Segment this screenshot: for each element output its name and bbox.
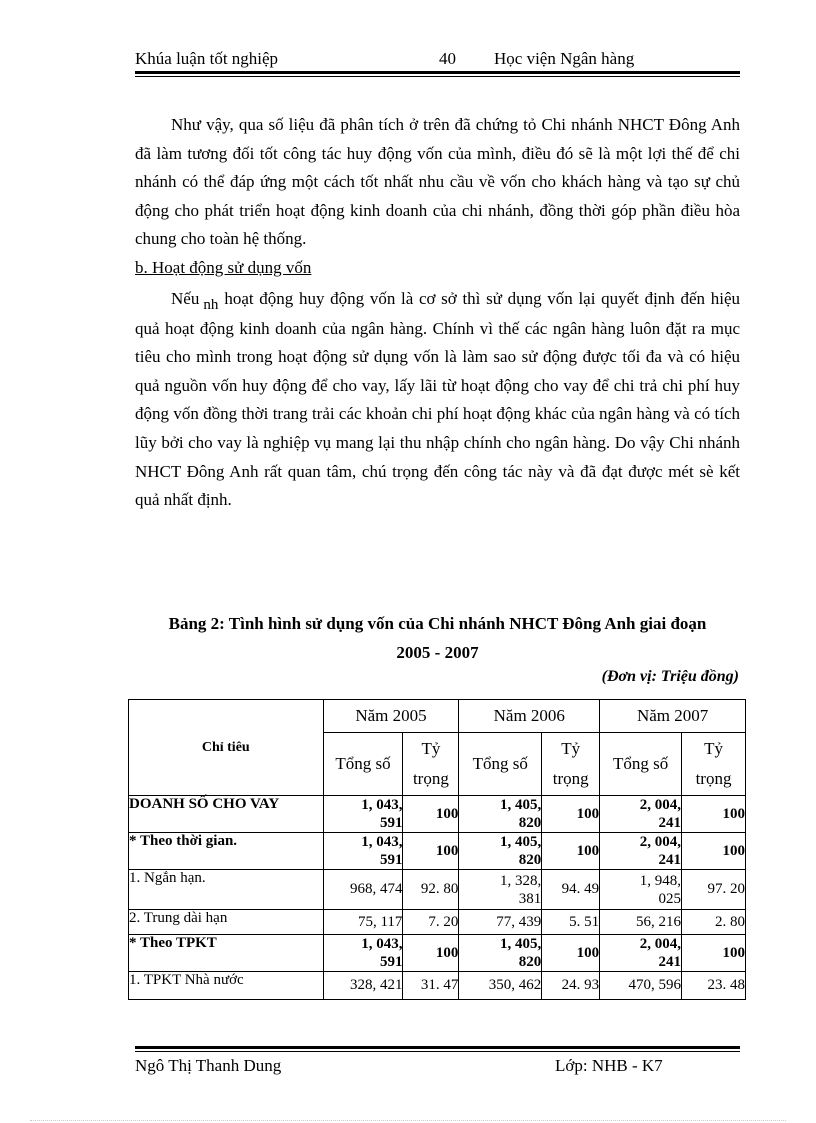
cell-ratio: 7. 20: [403, 910, 459, 935]
cell-ratio: 24. 93: [542, 972, 600, 1000]
table-title-line2: 2005 - 2007: [396, 643, 479, 662]
year-header-2005: Năm 2005: [323, 700, 459, 733]
cell-total: 1, 405, 820: [459, 796, 542, 833]
cell-total: 1, 043, 591: [323, 935, 403, 972]
table-row: [129, 972, 746, 1000]
cell-total: 1, 328, 381: [459, 870, 542, 910]
cell-ratio: 100: [403, 833, 459, 870]
row-label: * Theo TPKT: [129, 935, 324, 972]
table-title: [135, 609, 740, 667]
cell-ratio: 100: [542, 796, 600, 833]
header-institution: Học viện Ngân hàng: [494, 49, 635, 68]
subheader-total: Tổng số: [323, 733, 403, 796]
header-rule-thick: [135, 71, 740, 74]
cell-total: 968, 474: [323, 870, 403, 910]
cell-total: 2, 004, 241: [600, 935, 682, 972]
cell-total: 328, 421: [323, 972, 403, 1000]
cell-ratio: 92. 80: [403, 870, 459, 910]
subheader-total: Tổng số: [600, 733, 682, 796]
cell-total: 2, 004, 241: [600, 833, 682, 870]
cell-ratio: 100: [403, 935, 459, 972]
cell-total: 77, 439: [459, 910, 542, 935]
subheader-total: Tổng số: [459, 733, 542, 796]
paragraph-subscript: nh: [203, 297, 219, 313]
cell-total: 56, 216: [600, 910, 682, 935]
table-title-line1: Bảng 2: Tình hình sử dụng vốn của Chi nhánh NHCT Đông Anh giai đoạn: [168, 614, 707, 633]
year-header-2007: Năm 2007: [600, 700, 746, 733]
paragraph-start: Nếu: [171, 289, 200, 308]
row-label: 2. Trung dài hạn: [129, 910, 324, 935]
cell-total: 2, 004, 241: [600, 796, 682, 833]
subheader-ratio: Tỷ trọng: [403, 733, 459, 796]
header-rule-thin: [135, 76, 740, 77]
page-bottom-edge: [30, 1120, 786, 1121]
cell-ratio: 94. 49: [542, 870, 600, 910]
header-thesis-title: Khúa luận tốt nghiệp: [135, 49, 279, 68]
row-label: 1. TPKT Nhà nước: [129, 972, 324, 1000]
footer-class: Lớp: NHB - K7: [555, 1056, 663, 1075]
col-label-header: Chỉ tiêu: [129, 700, 324, 796]
capital-use-table: [128, 699, 746, 1000]
cell-total: 75, 117: [323, 910, 403, 935]
cell-total: 1, 043, 591: [323, 796, 403, 833]
footer-rule-thick: [135, 1046, 740, 1049]
row-label: * Theo thời gian.: [129, 833, 324, 870]
cell-total: 1, 948, 025: [600, 870, 682, 910]
cell-ratio: 100: [403, 796, 459, 833]
footer-rule-thin: [135, 1051, 740, 1052]
cell-total: 1, 405, 820: [459, 935, 542, 972]
cell-ratio: 5. 51: [542, 910, 600, 935]
cell-ratio: 97. 20: [682, 870, 746, 910]
row-label: 1. Ngắn hạn.: [129, 870, 324, 910]
page-number: 40: [439, 49, 456, 68]
year-header-2006: Năm 2006: [459, 700, 600, 733]
footer-author: Ngô Thị Thanh Dung: [135, 1056, 282, 1075]
table-unit: (Đơn vị: Triệu đồng): [601, 668, 739, 685]
page-header: [135, 49, 740, 71]
cell-ratio: 2. 80: [682, 910, 746, 935]
table-row: [129, 833, 746, 870]
paragraph-rest: hoạt động huy động vốn là cơ sở thì sử dụng vốn lại quyết định đến hiệu quả hoạt động kinh doanh của ngân hàng. Chính vì thế các ngân hàng luôn đặt ra mục tiêu cho mình trong hoạt động sử dụng vốn là làm sao sử động được tối đa và có hiệu quả nguồn vốn huy động để cho vay, lấy lãi từ hoạt động cho vay để chi trả chi phí huy động vốn đồng thời trang trải các khoản chi phí hoạt động khác của ngân hàng và có tích lũy bởi cho vay là nghiệp vụ mang lại thu nhập chính cho ngân hàng. Do vậy Chi nhánh NHCT Đông Anh rất quan tâm, chú trọng đến công tác này và đã đạt được mét sè kết quả nhất định.: [135, 289, 740, 510]
cell-total: 1, 405, 820: [459, 833, 542, 870]
cell-ratio: 100: [682, 796, 746, 833]
cell-total: 470, 596: [600, 972, 682, 1000]
section-heading: b. Hoạt động sử dụng vốn: [135, 258, 312, 277]
table-row: [129, 935, 746, 972]
table-row: [129, 796, 746, 833]
cell-ratio: 31. 47: [403, 972, 459, 1000]
cell-total: 350, 462: [459, 972, 542, 1000]
paragraph-summary: Như vậy, qua số liệu đã phân tích ở trên đã chứng tỏ Chi nhánh NHCT Đông Anh đã làm tương đối tốt công tác huy động vốn của mình, điều đó sẽ là một lợi thế để chi nhánh có thể đáp ứng một cách tốt nhất nhu cầu về vốn cho khách hàng và tạo sự chủ động cho phát triển hoạt động kinh doanh của chi nhánh, đồng thời góp phần điều hòa chung cho toàn hệ thống.: [135, 115, 740, 249]
subheader-ratio: Tỷ trọng: [542, 733, 600, 796]
cell-ratio: 23. 48: [682, 972, 746, 1000]
paragraph-capital-use: [135, 285, 740, 515]
subheader-ratio: Tỷ trọng: [682, 733, 746, 796]
cell-ratio: 100: [682, 833, 746, 870]
cell-ratio: 100: [542, 833, 600, 870]
cell-ratio: 100: [682, 935, 746, 972]
table-row: [129, 870, 746, 910]
row-label: DOANH SỐ CHO VAY: [129, 796, 324, 833]
cell-ratio: 100: [542, 935, 600, 972]
table-row: [129, 910, 746, 935]
cell-total: 1, 043, 591: [323, 833, 403, 870]
table-header-row: [129, 700, 746, 733]
